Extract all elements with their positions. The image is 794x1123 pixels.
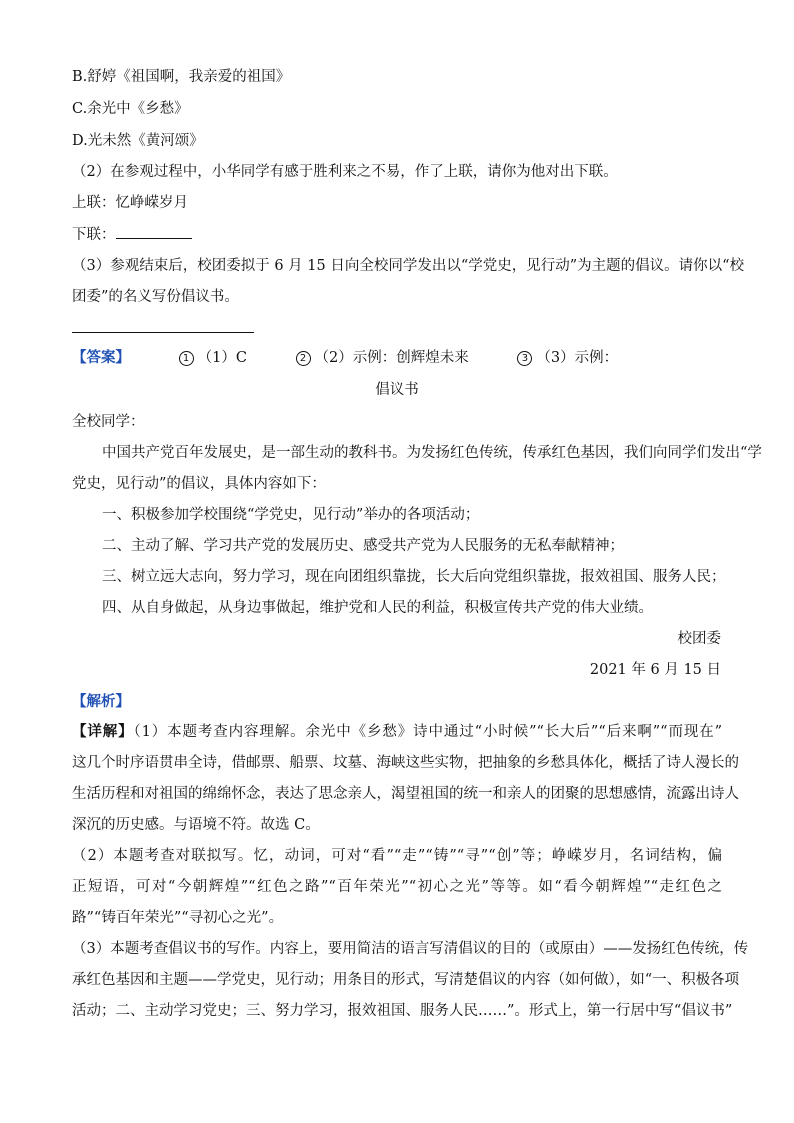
letter-body-line-1: 中国共产党百年发展史，是一部生动的教科书。为发扬红色传统，传承红色基因，我们向同学们发出“学 bbox=[102, 445, 762, 461]
letter-title: 倡议书 bbox=[375, 382, 419, 398]
answer-item-3: （3）示例： bbox=[536, 350, 619, 366]
option-c: C.余光中《乡愁》 bbox=[72, 101, 189, 117]
analysis-p1-line-1 bbox=[72, 722, 722, 742]
answer-item-1: （1）C bbox=[197, 350, 247, 366]
analysis-p3-line-1: （3）本题考查倡议书的写作。内容上，要用简洁的语言写清倡议的目的（或原由）——发扬红色传统，传 bbox=[72, 941, 749, 957]
letter-point-4: 四、从自身做起，从身边事做起，维护党和人民的利益，积极宣传共产党的伟大业绩。 bbox=[102, 600, 653, 616]
analysis-p3-line-3: 活动；二、主动学习党史；三、努力学习，报效祖国、服务人民……”。形式上，第一行居中写“倡议书” bbox=[72, 1003, 733, 1019]
analysis-p2-line-1: （2）本题考查对联拟写。忆，动词，可对“看”“走”“铸”“寻”“创”等；峥嵘岁月，名词结构，偏 bbox=[72, 848, 722, 864]
analysis-p1-line-3: 生活历程和对祖国的绵绵怀念，表达了思念亲人，渴望祖国的统一和亲人的团聚的思想感情，流露出诗人 bbox=[72, 786, 739, 802]
option-d: D.光未然《黄河颂》 bbox=[72, 133, 204, 149]
lower-couplet-label: 下联： bbox=[72, 227, 116, 243]
letter-signature: 校团委 bbox=[677, 631, 721, 647]
lower-couplet bbox=[72, 224, 192, 245]
upper-couplet: 上联：忆峥嵘岁月 bbox=[72, 195, 188, 211]
letter-point-3: 三、树立远大志向，努力学习，现在向团组织靠拢，长大后向党组织靠拢，报效祖国、服务人民； bbox=[102, 569, 726, 585]
answer-number-3: 3 bbox=[517, 351, 532, 366]
question-2: （2）在参观过程中，小华同学有感于胜利来之不易，作了上联，请你为他对出下联。 bbox=[72, 164, 618, 180]
analysis-p1-line-4: 深沉的历史感。与语境不符。故选 C。 bbox=[72, 817, 320, 833]
letter-date: 2021 年 6 月 15 日 bbox=[589, 662, 721, 678]
answer-item-2: （2）示例：创辉煌未来 bbox=[314, 350, 469, 366]
option-b: B.舒婷《祖国啊，我亲爱的祖国》 bbox=[72, 69, 291, 85]
analysis-p2-line-2: 正短语，可对“今朝辉煌”“红色之路”“百年荣光”“初心之光”等等。如“看今朝辉煌”“走红色之 bbox=[72, 879, 722, 895]
letter-salutation: 全校同学： bbox=[72, 414, 145, 430]
letter-body-line-2: 党史，见行动”的倡议，具体内容如下： bbox=[72, 476, 326, 492]
analysis-tag: 【解析】 bbox=[72, 693, 130, 710]
answer-number-1: 1 bbox=[179, 351, 194, 366]
letter-point-1: 一、积极参加学校围绕“学党史，见行动”举办的各项活动； bbox=[102, 507, 480, 523]
question-3-line-2: 团委”的名义写份倡议书。 bbox=[72, 289, 239, 305]
answer-number-2: 2 bbox=[296, 351, 311, 366]
analysis-p2-line-3: 路”“铸百年荣光”“寻初心之光”。 bbox=[72, 910, 284, 926]
analysis-p3-line-2: 承红色基因和主题——学党史，见行动；用条目的形式，写清楚倡议的内容（如何做），如“一、积极各项 bbox=[72, 972, 740, 988]
detail-tag: 【详解】 bbox=[72, 723, 134, 740]
answer-line bbox=[72, 348, 618, 368]
writing-blank bbox=[72, 332, 254, 333]
analysis-p1-line-2: 这几个时序语贯串全诗，借邮票、船票、坟墓、海峡这些实物，把抽象的乡愁具体化，概括了诗人漫长的 bbox=[72, 755, 739, 771]
question-3-line-1: （3）参观结束后，校团委拟于 6 月 15 日向全校同学发出以“学党史，见行动”为主题的倡议。请你以“校 bbox=[72, 258, 745, 274]
analysis-p1-line-1-text: （1）本题考查内容理解。余光中《乡愁》诗中通过“小时候”“长大后”“后来啊”“而现在” bbox=[133, 724, 723, 740]
answer-blank bbox=[116, 224, 192, 239]
letter-point-2: 二、主动了解、学习共产党的发展历史、感受共产党为人民服务的无私奉献精神； bbox=[102, 538, 624, 554]
answer-tag: 【答案】 bbox=[72, 349, 130, 366]
